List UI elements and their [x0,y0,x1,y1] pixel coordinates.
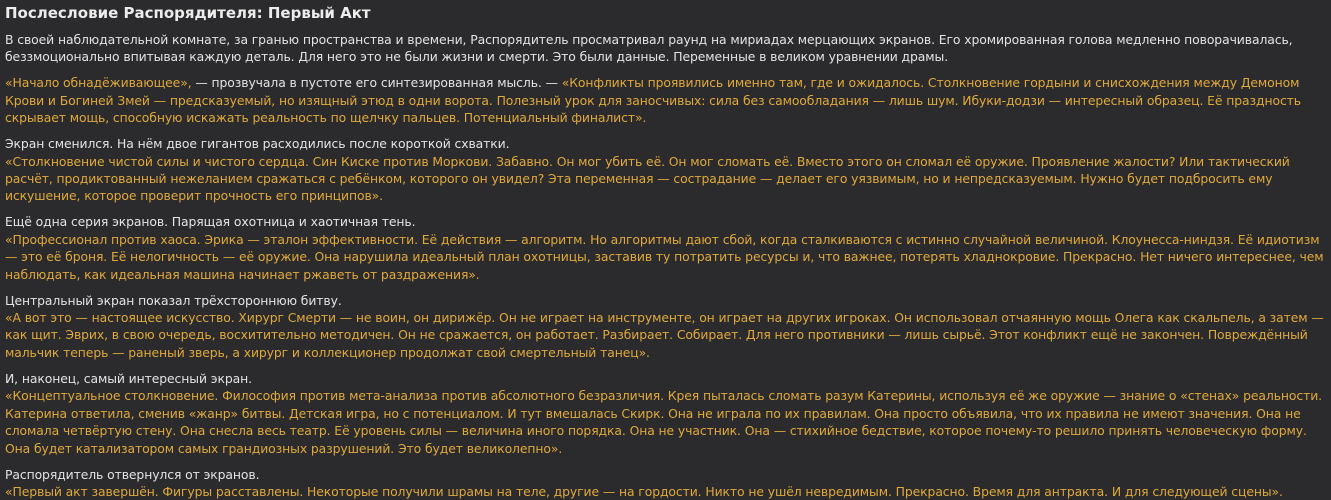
quote-text: «Столкновение чистой силы и чистого сердца. Син Киске против Моркови. Забавно. Он мог убить её. Он мог сломать её. Вместо этого он сломал её оружие. Проявление жалости? Или тактический расчёт, продиктованный нежеланием сражаться с ребёнком, которого он увидел? Эта переменная — сострадание — делает его уязвимым, но и непредсказуемым. Нужно будет подбросить ему искушение, которое проверит прочность его принципов». [5,153,1325,205]
quote-opening: «Начало обнадёживающее», [5,75,195,90]
paragraph-5 [5,292,1325,362]
quote-text: «Концептуальное столкновение. Философия против мета-анализа против абсолютного безразличия. Крея пыталась сломать разум Катерины, используя её же оружие — знание о «стенах» реальности. Катерина ответила, сменив «жанр» битвы. Детская игра, но с потенциалом. И тут вмешалась Скирк. Она не играла по их правилам. Она просто объявила, что их правила не имеют значения. Она не сломала четвёртую стену. Она снесла весь театр. Её уровень силы — величина иного порядка. Она не участник. Она — стихийное бедствие, которое почему-то решило принять человеческую форму. Она будет катализатором самых грандиозных разрушений. Это будет великолепно». [5,387,1325,457]
paragraph-3 [5,135,1325,205]
narration-inline: — прозвучала в пустоте его синтезированная мысль. — [195,75,558,90]
page-title: Послесловие Распорядителя: Первый Акт [5,4,1325,22]
narration: Распорядитель отвернулся от экранов. [5,466,1325,483]
paragraph-4 [5,213,1325,283]
narration: И, наконец, самый интересный экран. [5,370,1325,387]
quote-text: «Первый акт завершён. Фигуры расставлены. Некоторые получили шрамы на теле, другие — на гордости. Никто не ушёл невредимым. Прекрасно. Время для антракта. И для следующей сцены». [5,483,1325,500]
paragraph-2 [5,74,1325,126]
narration: Экран сменился. На нём двое гигантов расходились после короткой схватки. [5,135,1325,152]
paragraph-intro: В своей наблюдательной комнате, за гранью пространства и времени, Распорядитель просматривал раунд на мириадах мерцающих экранов. Его хромированная голова медленно поворачивалась, беззмоционально впитывая каждую деталь. Для него это не были жизни и смерти. Это были данные. Переменные в великом уравнении драмы. [5,31,1325,66]
paragraph-6 [5,370,1325,457]
paragraph-7 [5,466,1325,500]
quote-text: «Профессионал против хаоса. Эрика — эталон эффективности. Её действия — алгоритм. Но алгоритмы дают сбой, когда сталкиваются с истинно случайной величиной. Клоунесса-ниндзя. Её идиотизм — это её броня. Её нелогичность — её оружие. Она нарушила идеальный план охотницы, заставив ту потратить ресурсы и, что важнее, потерять хладнокровие. Прекрасно. Нет ничего интереснее, чем наблюдать, как идеальная машина начинает ржаветь от раздражения». [5,231,1325,283]
quote-text: «Конфликты проявились именно там, где и ожидалось. Столкновение гордыни и снисхождения между Демоном Крови и Богиней Змей — предсказуемый, но изящный этюд в одни ворота. Полезный урок для заносчивых: сила без самообладания — лишь шум. Ибуки-додзи — интересный образец. Её праздность скрывает мощь, способную искажать реальность по щелчку пальцев. Потенциальный финалист». [5,75,1301,125]
narration: Ещё одна серия экранов. Парящая охотница и хаотичная тень. [5,213,1325,230]
narration: Центральный экран показал трёхстороннюю битву. [5,292,1325,309]
quote-text: «А вот это — настоящее искусство. Хирург Смерти — не воин, он дирижёр. Он не играет на инструменте, он играет на других игроках. Он использовал отчаянную мощь Олега как скальпель, а затем — как щит. Эврих, в свою очередь, восхитительно методичен. Он не сражается, он работает. Разбирает. Собирает. Для него противники — лишь сырьё. Этот конфликт ещё не закончен. Повреждённый мальчик теперь — раненый зверь, а хирург и коллекционер продолжат свой смертельный танец». [5,309,1325,361]
